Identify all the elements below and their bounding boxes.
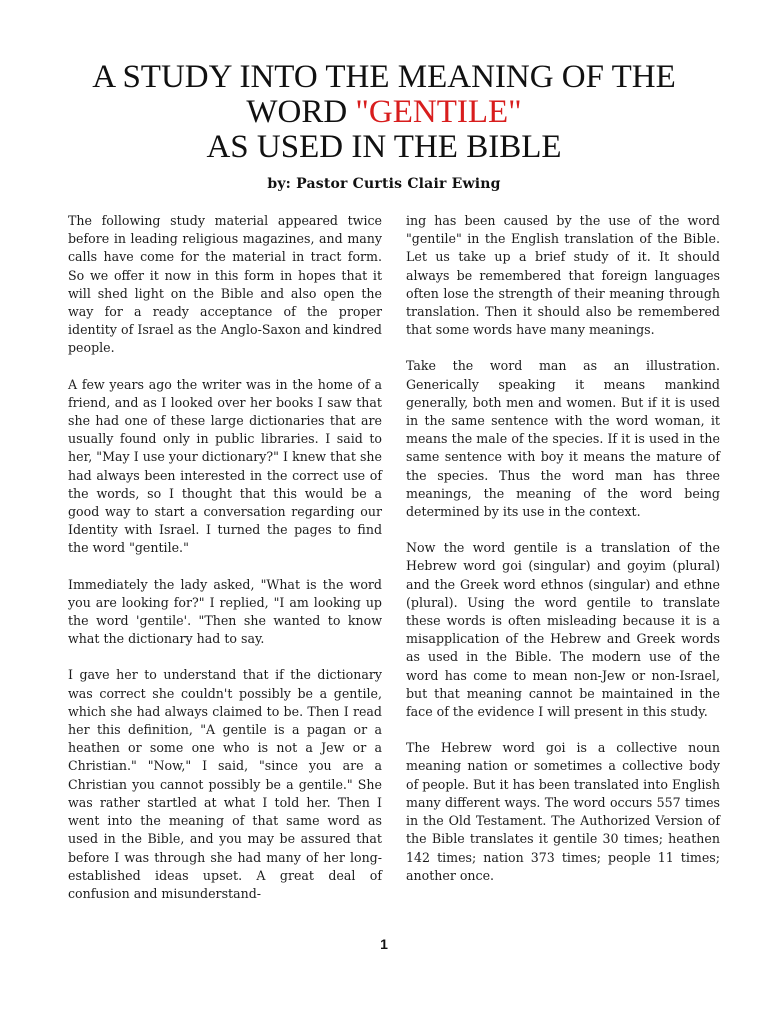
title-line-2 <box>40 95 728 130</box>
paragraph: Immediately the lady asked, "What is the word you are looking for?" I replied, "I am looking up the word 'gentile'. "Then she wanted to know what the dictionary had to say. <box>68 576 382 647</box>
paragraph: ing has been caused by the use of the word "gentile" in the English translation of the Bible. Let us take up a brief study of it. It should always be remembered that foreign languages often lose the strength of their meaning through translation. Then it should also be remembered that some words have many meanings. <box>406 213 720 338</box>
paragraph: A few years ago the writer was in the home of a friend, and as I looked over her books I saw that she had one of these large dictionaries that are usually found only in public libraries. I said to her, "May I use your dictionary?" I knew that she had always been interested in the correct use of the words, so I thought that this would be a good way to start a conversation regarding our Identity with Israel. I turned the pages to find the word "gentile." <box>68 376 382 556</box>
left-column <box>68 212 382 921</box>
paragraph: Now the word gentile is a translation of the Hebrew word goi (singular) and goyim (plural) and the Greek word ethnos (singular) and ethne (plural). Using the word gentile to translate these words is often misleading because it is a misapplication of the Hebrew and Greek words as used in the Bible. The modern use of the word has come to mean non-Jew or non-Israel, but that meaning cannot be maintained in the face of the evidence I will present in this study. <box>406 540 720 720</box>
paragraph: I gave her to understand that if the dictionary was correct she couldn't possibly be a gentile, which she had always claimed to be. Then I read her this definition, "A gentile is a pagan or a heathen or some one who is not a Jew or a Christian." "Now," I said, "since you are a Christian you cannot possibly be a gentile." She was rather startled at what I told her. Then I went into the meaning of that same word as used in the Bible, and you may be assured that before I was through she had many of her long-established ideas upset. A great deal of confusion and misunderstand- <box>68 667 382 901</box>
title-line-3: AS USED IN THE BIBLE <box>206 129 562 165</box>
title-line-2-prefix: WORD <box>246 94 356 130</box>
page-number: 1 <box>380 936 388 952</box>
paragraph: The following study material appeared twice before in leading religious magazines, and many calls have come for the material in tract form. So we offer it now in this form in hopes that it will shed light on the Bible and also open the way for a ready acceptance of the proper identity of Israel as the Anglo-Saxon and kindred people. <box>68 213 382 356</box>
right-column <box>406 212 720 903</box>
title-line-1: A STUDY INTO THE MEANING OF THE <box>92 59 676 95</box>
author-byline: by: Pastor Curtis Clair Ewing <box>267 176 501 192</box>
paragraph: Take the word man as an illustration. Generically speaking it means mankind generally, both men and women. But if it is used in the same sentence with the word woman, it means the male of the species. If it is used in the same sentence with boy it means the mature of the species. Thus the word man has three meanings, the meaning of the word being determined by its use in the context. <box>406 358 720 520</box>
title-highlight-word: "GENTILE" <box>355 94 522 130</box>
paragraph: The Hebrew word goi is a collective noun meaning nation or sometimes a collective body of people. But it has been translated into English many different ways. The word occurs 557 times in the Old Testament. The Authorized Version of the Bible translates it gentile 30 times; heathen 142 times; nation 373 times; people 11 times; another once. <box>406 740 720 883</box>
document-title <box>40 60 728 165</box>
